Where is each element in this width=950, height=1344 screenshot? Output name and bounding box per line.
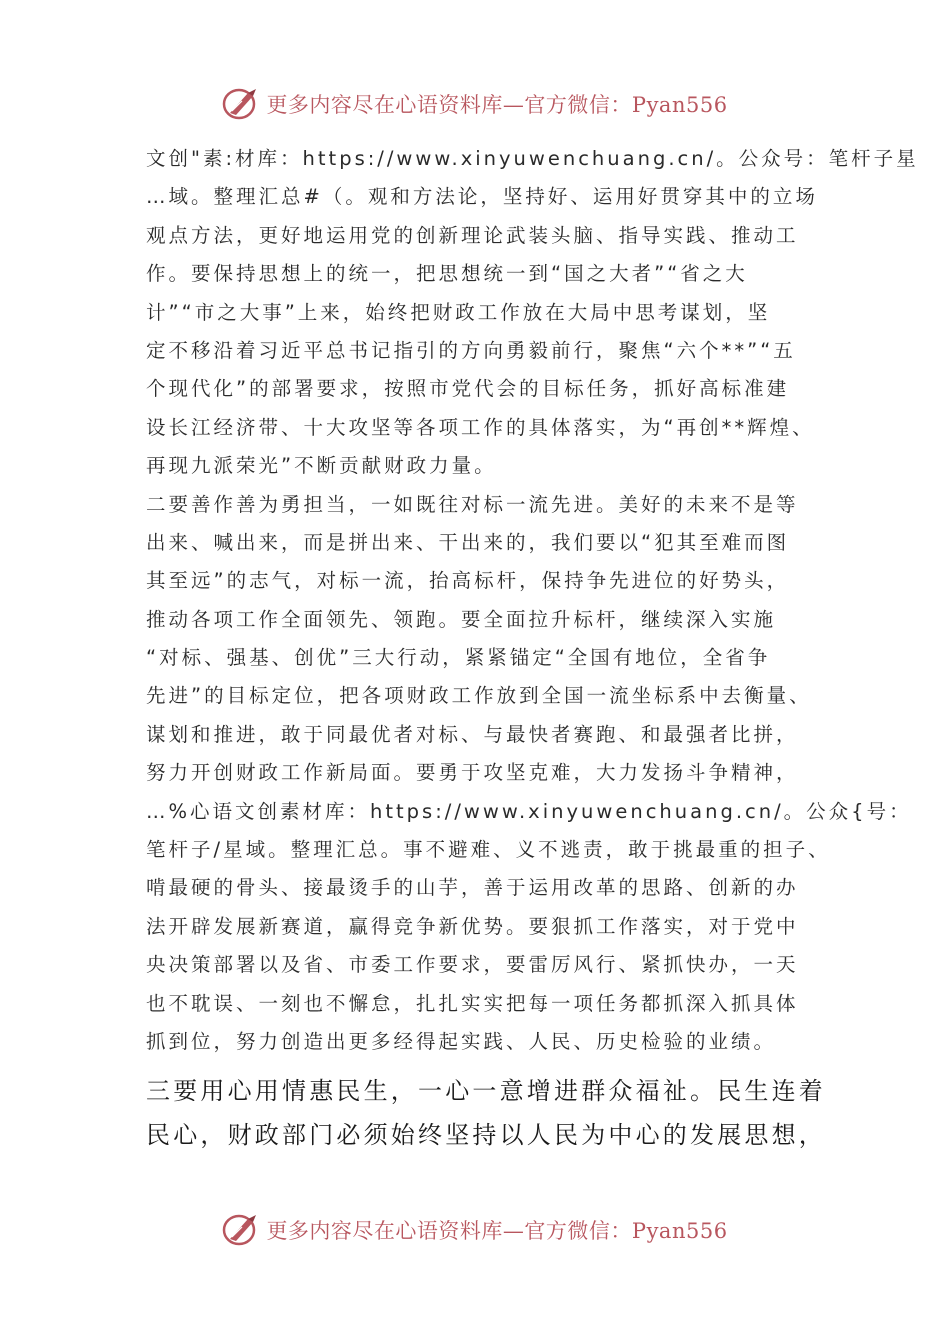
text-line: 笔杆子/星域。整理汇总。事不避难、义不逃责，敢于挑最重的担子、 [146,838,831,862]
text-line: 也不耽误、一刻也不懈怠，扎扎实实把每一项任务都抓深入抓具体 [146,991,799,1015]
text-line: 其至远”的志气，对标一流，抬高标杆，保持争先进位的好势头， [146,569,790,593]
pen-nib-logo-icon [222,1213,260,1247]
text-line: 观点方法，更好地运用党的创新理论武装头脑、指导实践、推动工 [146,223,799,247]
text-line: 先进”的目标定位，把各项财政工作放到全国一流坐标系中去衡量、 [146,684,812,708]
text-line: …%心语文创素材库：https://www.xinyuwenchuang.cn/。公众{号： [146,799,912,823]
text-line: “对标、强基、创优”三大行动，紧紧锚定“全国有地位，全省争 [146,646,771,670]
header-banner [0,84,950,124]
text-line: 作。要保持思想上的统一，把思想统一到“国之大者”“省之大 [146,262,748,286]
text-line: 推动各项工作全面领先、领跑。要全面拉升标杆，继续深入实施 [146,607,777,631]
text-line: 再现九派荣光”不断贡献财政力量。 [146,454,497,478]
text-line: 设长江经济带、十大攻坚等各项工作的具体落实，为“再创**辉煌、 [146,415,815,439]
text-line: 计”“市之大事”上来，始终把财政工作放在大局中思考谋划，坚 [146,300,771,324]
document-body [146,140,919,1157]
text-line: 二要善作善为勇担当，一如既往对标一流先进。美好的未来不是等 [146,492,799,516]
text-line: 抓到位，努力创造出更多经得起实践、人民、历史检验的业绩。 [146,1029,777,1053]
text-line: 文创"素:材库：https://www.xinyuwenchuang.cn/。公众号：笔杆子星 [146,147,919,170]
pen-nib-logo-icon [222,87,260,121]
text-line-large: 三要用心用情惠民生，一心一意增进群众福祉。民生连着 [146,1077,826,1106]
text-line: 啃最硬的骨头、接最烫手的山芋，善于运用改革的思路、创新的办 [146,876,799,900]
text-line: 谋划和推进，敢于同最优者对标、与最快者赛跑、和最强者比拼， [146,722,799,746]
text-line: …域。整理汇总#（。观和方法论，坚持好、运用好贯穿其中的立场 [146,185,818,209]
text-line: 定不移沿着习近平总书记指引的方向勇毅前行，聚焦“六个**”“五 [146,338,796,362]
text-line: 个现代化”的部署要求，按照市党代会的目标任务，抓好高标准建 [146,377,790,401]
footer-banner [0,1210,950,1250]
header-banner-text: 更多内容尽在心语资料库—官方微信：Pyan556 [266,93,728,117]
text-line: 央决策部署以及省、市委工作要求，要雷厉风行、紧抓快办，一天 [146,953,799,977]
text-line: 法开辟发展新赛道，赢得竞争新优势。要狠抓工作落实，对于党中 [146,914,799,938]
text-line-large: 民心，财政部门必须始终坚持以人民为中心的发展思想， [146,1121,826,1150]
footer-banner-text: 更多内容尽在心语资料库—官方微信：Pyan556 [266,1219,728,1243]
text-line: 努力开创财政工作新局面。要勇于攻坚克难，大力发扬斗争精神， [146,761,799,785]
text-line: 出来、喊出来，而是拼出来、干出来的，我们要以“犯其至难而图 [146,530,790,554]
